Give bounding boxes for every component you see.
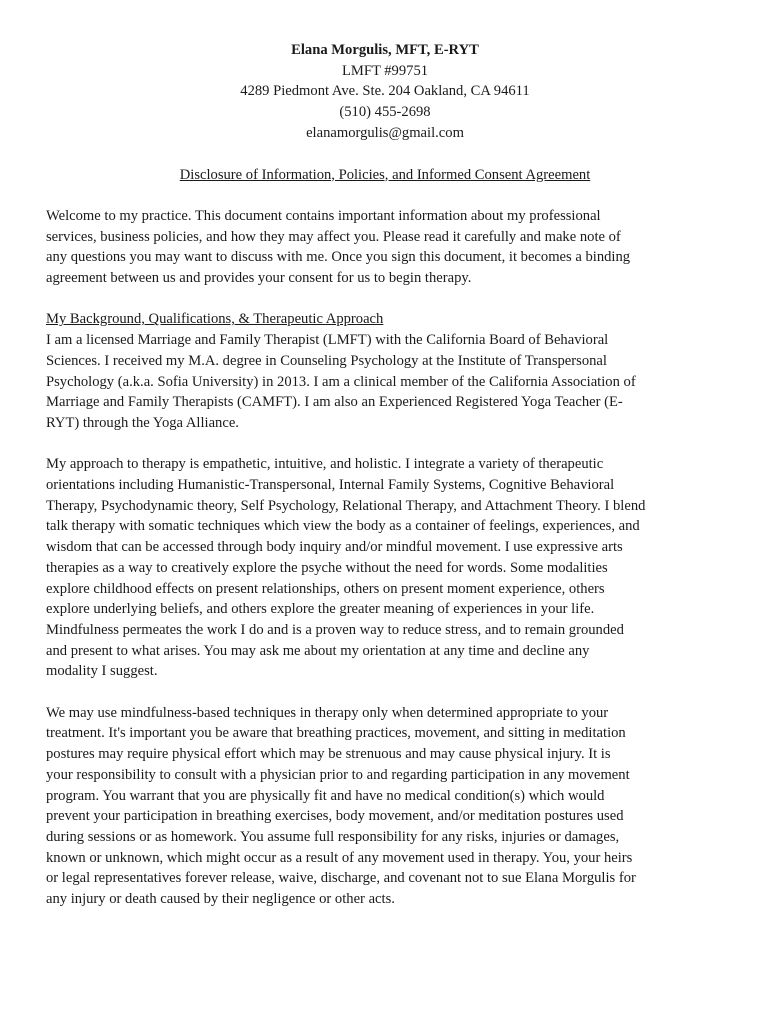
text-line: wisdom that can be accessed through body inquiry and/or mindful movement. I use expressive arts xyxy=(46,539,623,556)
text-line: treatment. It's important you be aware that breathing practices, movement, and sitting in meditation xyxy=(46,725,626,742)
text-line: prevent your participation in breathing exercises, body movement, and/or meditation postures used xyxy=(46,808,624,825)
text-line: RYT) through the Yoga Alliance. xyxy=(46,414,239,431)
text-line: and present to what arises. You may ask me about my orientation at any time and decline any xyxy=(46,642,590,659)
mindfulness-waiver-paragraph xyxy=(46,703,724,910)
text-line: Mindfulness permeates the work I do and is a proven way to reduce stress, and to remain grounded xyxy=(46,621,624,638)
approach-paragraph xyxy=(46,454,724,682)
text-line: therapies as a way to creatively explore the psyche without the need for words. Some modalities xyxy=(46,559,608,576)
text-line: modality I suggest. xyxy=(46,663,158,680)
section-heading-background: My Background, Qualifications, & Therapeutic Approach xyxy=(46,311,384,328)
text-line: your responsibility to consult with a physician prior to and regarding participation in any movement xyxy=(46,766,630,783)
text-line: We may use mindfulness-based techniques in therapy only when determined appropriate to your xyxy=(46,704,609,721)
text-line: program. You warrant that you are physically fit and have no medical condition(s) which would xyxy=(46,787,605,804)
text-line: or legal representatives forever release, waive, discharge, and covenant not to sue Elana Morgulis for xyxy=(46,870,636,887)
text-line: Psychology (a.k.a. Sofia University) in 2013. I am a clinical member of the California Association of xyxy=(46,373,636,390)
text-line: Sciences. I received my M.A. degree in Counseling Psychology at the Institute of Transpersonal xyxy=(46,352,607,369)
text-line: postures may require physical effort which may be strenuous and may cause physical injury. It is xyxy=(46,746,611,763)
text-line: services, business policies, and how they may affect you. Please read it carefully and make note of xyxy=(46,228,621,245)
letterhead xyxy=(46,40,724,144)
text-line: agreement between us and provides your consent for us to begin therapy. xyxy=(46,270,472,287)
text-line: My approach to therapy is empathetic, intuitive, and holistic. I integrate a variety of therapeutic xyxy=(46,456,604,473)
text-line: any injury or death caused by their negligence or other acts. xyxy=(46,891,395,908)
welcome-paragraph xyxy=(46,206,724,289)
text-line: during sessions or as homework. You assume full responsibility for any risks, injuries or damages, xyxy=(46,828,620,845)
text-line: Welcome to my practice. This document contains important information about my professional xyxy=(46,207,601,224)
text-line: known or unknown, which might occur as a result of any movement used in therapy. You, your heirs xyxy=(46,849,633,866)
office-address: 4289 Piedmont Ave. Ste. 204 Oakland, CA 94611 xyxy=(240,83,530,100)
document-title: Disclosure of Information, Policies, and Informed Consent Agreement xyxy=(179,166,591,183)
text-line: any questions you may want to discuss with me. Once you sign this document, it becomes a binding xyxy=(46,249,631,266)
background-section xyxy=(46,309,724,433)
text-line: orientations including Humanistic-Transpersonal, Internal Family Systems, Cognitive Behavioral xyxy=(46,477,615,494)
text-line: explore childhood effects on present relationships, others on present moment experience, others xyxy=(46,580,605,597)
text-line: I am a licensed Marriage and Family Therapist (LMFT) with the California Board of Behavioral xyxy=(46,332,609,349)
text-line: explore underlying beliefs, and others explore the greater meaning of experiences in your life. xyxy=(46,601,595,618)
therapist-name: Elana Morgulis, MFT, E-RYT xyxy=(291,42,479,58)
text-line: Marriage and Family Therapists (CAMFT). I am also an Experienced Registered Yoga Teacher (E- xyxy=(46,394,623,411)
license-number: LMFT #99751 xyxy=(341,62,429,79)
text-line: talk therapy with somatic techniques which view the body as a container of feelings, experiences, and xyxy=(46,518,640,535)
email-address: elanamorgulis@gmail.com xyxy=(306,124,464,141)
text-line: Therapy, Psychodynamic theory, Self Psychology, Relational Therapy, and Attachment Theory. I blend xyxy=(46,497,646,514)
phone-number: (510) 455-2698 xyxy=(339,104,431,121)
